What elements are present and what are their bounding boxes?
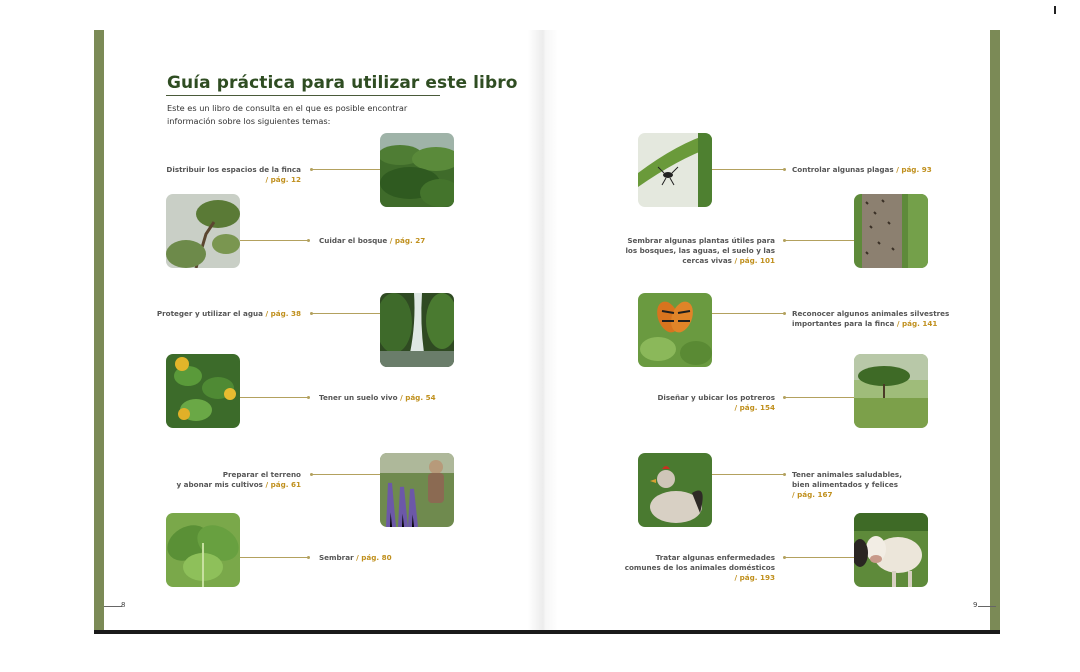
rooster-icon: [638, 453, 712, 527]
left-page-edge: [94, 30, 104, 634]
topic-animales-silvestres: Reconocer algunos animales silvestres importantes para la finca / pág. 141: [792, 309, 950, 328]
topic-plagas: Controlar algunas plagas / pág. 93: [792, 165, 932, 174]
topic-animales-saludables: Tener animales saludables, bien alimentados y felices / pág. 167: [792, 470, 902, 499]
connector-line: [712, 169, 784, 170]
topic-distribuir: Distribuir los espacios de la finca / pág. 12: [166, 165, 301, 184]
connector-line: [312, 474, 380, 475]
title-rule: [166, 95, 440, 96]
bottom-edge: [94, 630, 1000, 634]
right-page-edge: [990, 30, 1000, 634]
connector-dot: [307, 556, 310, 559]
topic-cuidar-bosque: Cuidar el bosque / pág. 27: [319, 236, 426, 245]
page-number-rule: [978, 606, 996, 607]
farmer-field-icon: [380, 453, 454, 527]
connector-line: [785, 397, 854, 398]
connector-line: [712, 474, 784, 475]
connector-line: [312, 169, 380, 170]
crop-mark: [1054, 6, 1056, 14]
forest-hills-icon: [380, 133, 454, 207]
page-number-right: 9: [973, 601, 978, 609]
connector-line: [240, 397, 308, 398]
page-number-rule: [104, 606, 122, 607]
topic-agua: Proteger y utilizar el agua / pág. 38: [156, 309, 301, 318]
connector-line: [240, 557, 308, 558]
connector-line: [712, 313, 784, 314]
insect-stem-icon: [638, 133, 712, 207]
connector-dot: [783, 473, 786, 476]
connector-line: [785, 240, 854, 241]
page-title: Guía práctica para utilizar este libro: [167, 73, 518, 93]
cow-icon: [854, 513, 928, 587]
book-gutter: [528, 30, 558, 630]
connector-line: [312, 313, 380, 314]
misty-tree-icon: [166, 194, 240, 268]
topic-enfermedades: Tratar algunas enfermedades comunes de los animales domésticos / pág. 193: [624, 553, 775, 582]
topic-potreros: Diseñar y ubicar los potreros / pág. 154: [657, 393, 775, 412]
tree-trunk-icon: [854, 194, 928, 268]
connector-dot: [783, 168, 786, 171]
butterfly-icon: [638, 293, 712, 367]
waterfall-icon: [380, 293, 454, 367]
citrus-leaves-icon: [166, 354, 240, 428]
topic-preparar-terreno: Preparar el terreno y abonar mis cultivos / pág. 61: [176, 470, 301, 489]
connector-line: [240, 240, 308, 241]
connector-line: [785, 557, 854, 558]
pasture-icon: [854, 354, 928, 428]
connector-dot: [307, 396, 310, 399]
topic-suelo-vivo: Tener un suelo vivo / pág. 54: [319, 393, 436, 402]
page-number-left: 8: [121, 601, 126, 609]
connector-dot: [307, 239, 310, 242]
connector-dot: [783, 312, 786, 315]
seedling-icon: [166, 513, 240, 587]
topic-plantas-utiles: Sembrar algunas plantas útiles para los bosques, las aguas, el suelo y las cercas vivas / pág. 101: [625, 236, 775, 265]
intro-text: Este es un libro de consulta en el que es posible encontrar información sobre los siguientes temas:: [167, 103, 408, 126]
topic-sembrar: Sembrar / pág. 80: [319, 553, 392, 562]
